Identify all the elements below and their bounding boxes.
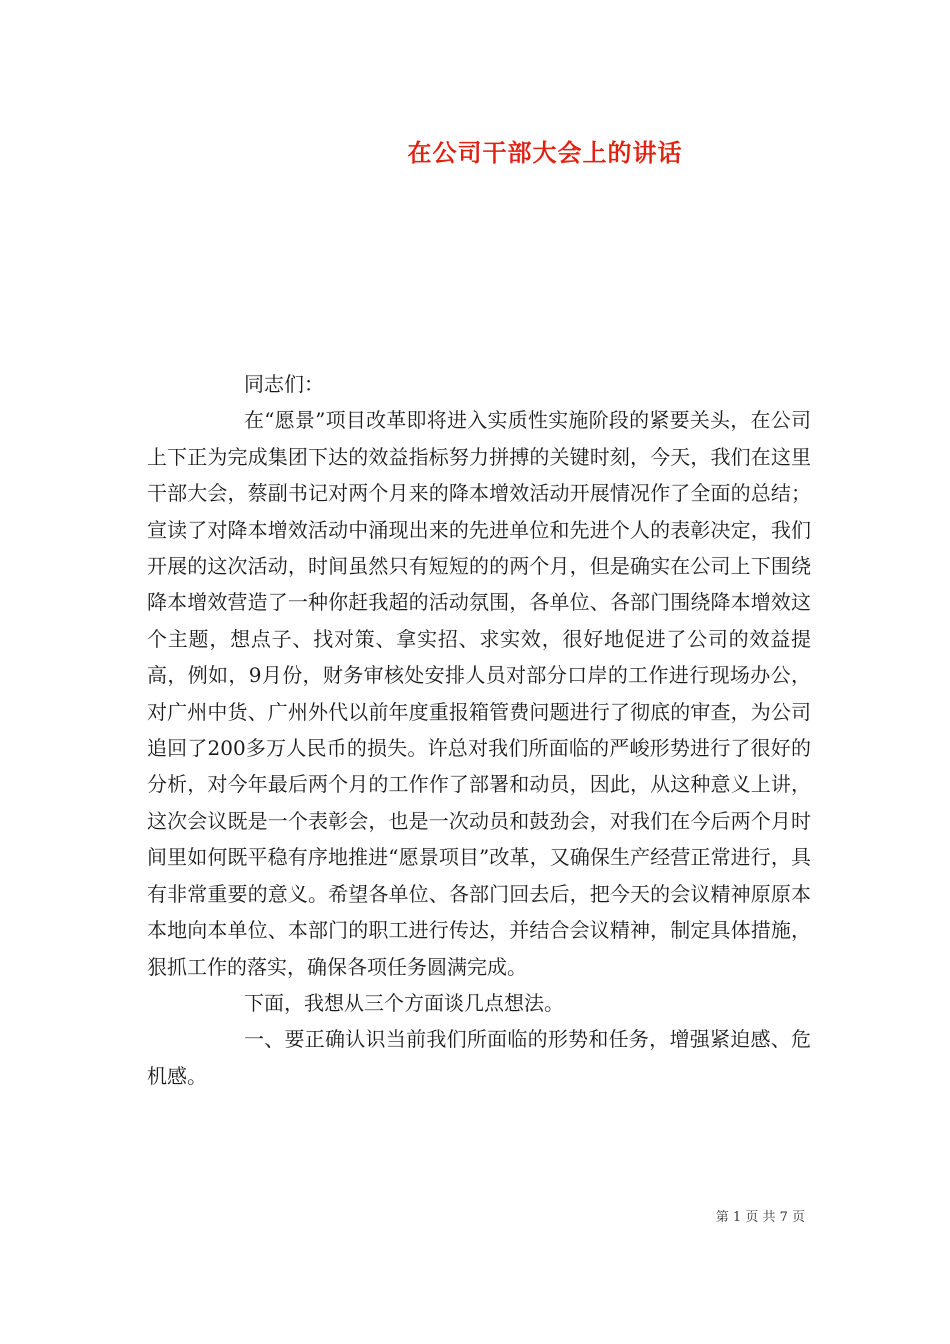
- paragraph-1: 在“愿景”项目改革即将进入实质性实施阶段的紧要关头，在公司上下正为完成集团下达的效益指标努力拼搏的关键时刻，今天，我们在这里干部大会，蔡副书记对两个月来的降本增效活动开展情况作了全面的总结；宣读了对降本增效活动中涌现出来的先进单位和先进个人的表彰决定，我们开展的这次活动，时间虽然只有短短的的两个月，但是确实在公司上下围绕降本增效营造了一种你赶我超的活动氛围，各单位、各部门围绕降本增效这个主题，想点子、找对策、拿实招、求实效，很好地促进了公司的效益提高，例如，9月份，财务审核处安排人员对部分口岸的工作进行现场办公，对广州中货、广州外代以前年度重报箱管费问题进行了彻底的审查，为公司追回了200多万人民币的损失。许总对我们所面临的严峻形势进行了很好的分析，对今年最后两个月的工作作了部署和动员，因此，从这种意义上讲，这次会议既是一个表彰会，也是一次动员和鼓劲会，对我们在今后两个月时间里如何既平稳有序地推进“愿景项目”改革，又确保生产经营正常进行，具有非常重要的意义。希望各单位、各部门回去后，把今天的会议精神原原本本地向本单位、本部门的职工进行传达，并结合会议精神，制定具体措施，狠抓工作的落实，确保各项任务圆满完成。: [147, 408, 811, 979]
- greeting: 同志们：: [244, 372, 324, 396]
- document-body: [147, 366, 811, 1094]
- document-title: 在公司干部大会上的讲话: [407, 138, 683, 167]
- paragraph-2: 下面，我想从三个方面谈几点想法。: [244, 990, 564, 1015]
- page-number: 第 1 页 共 7 页: [715, 1210, 805, 1225]
- paragraph-3: 一、要正确认识当前我们所面临的形势和任务，增强紧迫感、危机感。: [147, 1027, 811, 1088]
